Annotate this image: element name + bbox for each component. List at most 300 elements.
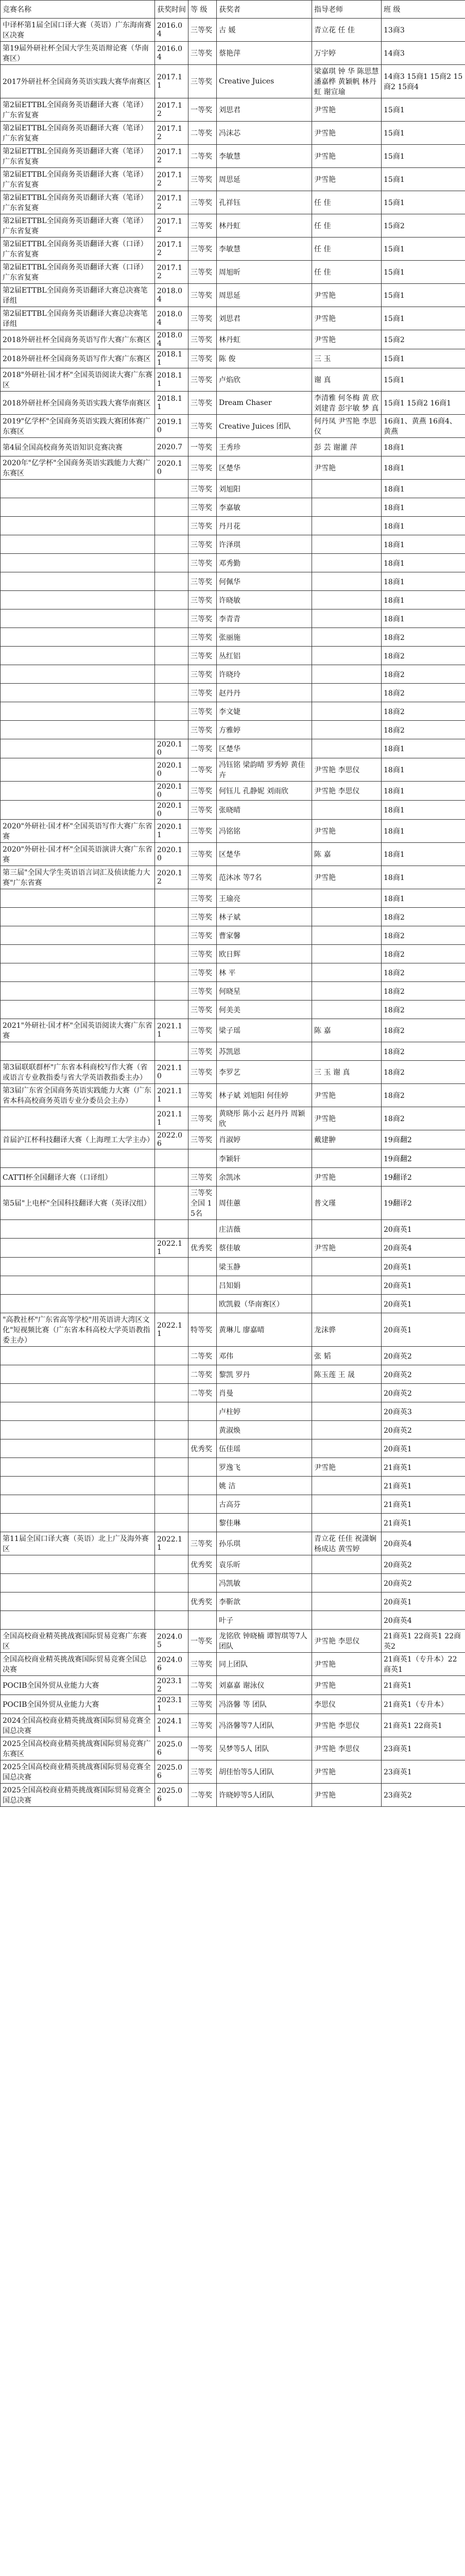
advisor-cell: 尹雪艳 <box>312 284 382 307</box>
competition-cell: 第2届ETTBL全国商务英语翻译大赛（口译）广东省复赛 <box>1 238 155 261</box>
advisor-cell: 尹雪艳 <box>312 1168 382 1187</box>
time-cell <box>155 1168 188 1187</box>
level-cell: 三等奖 <box>188 572 217 591</box>
table-row <box>1 801 465 820</box>
student-cell: 欧凯毅（华南赛区） <box>217 1295 312 1313</box>
competition-cell: 第2届ETTBL全国商务英语翻译大赛（笔译）广东省复赛 <box>1 214 155 238</box>
class-cell: 18商2 <box>382 628 465 647</box>
table-row <box>1 926 465 945</box>
table-row <box>1 98 465 122</box>
level-cell: 三等奖 <box>188 782 217 801</box>
competition-cell: 第4届全国高校商务英语知识竞赛决赛 <box>1 438 155 456</box>
time-cell <box>155 554 188 572</box>
competition-cell: POCIB全国外贸从业能力大赛 <box>1 1695 155 1714</box>
advisor-cell: 青立花 任 佳 <box>312 19 382 42</box>
time-cell: 2023.12 <box>155 1676 188 1695</box>
table-row <box>1 739 465 758</box>
level-cell: 三等奖 <box>188 191 217 214</box>
time-cell <box>155 982 188 1001</box>
table-row <box>1 665 465 684</box>
time-cell: 2018.04 <box>155 284 188 307</box>
competition-cell: 2020"外研社·国才杯"全国英语写作大赛广东省赛 <box>1 820 155 843</box>
competition-cell <box>1 647 155 665</box>
class-cell: 18商1 <box>382 889 465 908</box>
level-cell: 三等奖 <box>188 480 217 498</box>
time-cell <box>155 517 188 535</box>
time-cell <box>155 1220 188 1239</box>
competition-cell: 第3届广东省全国商务英语实践能力大赛（广东省本科高校商务英语专业分委员会主办） <box>1 1084 155 1107</box>
level-cell: 二等奖 <box>188 1676 217 1695</box>
level-cell: 三等奖 <box>188 926 217 945</box>
class-cell: 18商1 <box>382 801 465 820</box>
competition-cell <box>1 1439 155 1458</box>
table-row <box>1 866 465 889</box>
time-cell: 2025.06 <box>155 1737 188 1760</box>
student-cell: 林子斌 刘旭阳 何佳婷 <box>217 1084 312 1107</box>
class-cell: 18商2 <box>382 1107 465 1130</box>
competition-cell <box>1 1107 155 1130</box>
time-cell: 2024.06 <box>155 1653 188 1676</box>
level-cell: 二等奖 <box>188 1384 217 1402</box>
advisor-cell <box>312 1574 382 1592</box>
time-cell <box>155 1365 188 1384</box>
time-cell: 2022.11 <box>155 1239 188 1258</box>
table-row <box>1 238 465 261</box>
competition-cell <box>1 1276 155 1295</box>
class-cell: 19商翻2 <box>382 1149 465 1168</box>
class-cell: 18商2 <box>382 647 465 665</box>
table-row <box>1 480 465 498</box>
header-row <box>1 1 465 19</box>
student-cell: 周佳蕙 <box>217 1187 312 1220</box>
table-row <box>1 1276 465 1295</box>
table-row <box>1 1574 465 1592</box>
time-cell: 2018.11 <box>155 368 188 392</box>
advisor-cell <box>312 647 382 665</box>
time-cell: 2020.10 <box>155 456 188 480</box>
time-cell <box>155 1592 188 1611</box>
advisor-cell <box>312 801 382 820</box>
class-cell: 18商1 <box>382 456 465 480</box>
class-cell: 20商英4 <box>382 1239 465 1258</box>
table-row <box>1 945 465 963</box>
competition-cell <box>1 572 155 591</box>
level-cell: 二等奖 <box>188 739 217 758</box>
table-row <box>1 349 465 368</box>
student-cell: 黎佳琳 <box>217 1514 312 1532</box>
class-cell: 15商1 <box>382 284 465 307</box>
time-cell <box>155 1149 188 1168</box>
student-cell: 刘思君 <box>217 98 312 122</box>
level-cell: 优秀奖 <box>188 1439 217 1458</box>
competition-cell: 第5届"上电杯"全国科技翻译大赛（英译汉组） <box>1 1187 155 1220</box>
advisor-cell <box>312 554 382 572</box>
table-row <box>1 572 465 591</box>
class-cell: 18商1 <box>382 572 465 591</box>
advisor-cell: 青立花 任佳 祝潇娴 杨成达 黄雪婷 <box>312 1532 382 1555</box>
table-row <box>1 1532 465 1555</box>
student-cell: 蔡艳萍 <box>217 42 312 65</box>
advisor-cell <box>312 1295 382 1313</box>
time-cell <box>155 963 188 982</box>
table-row <box>1 1514 465 1532</box>
time-cell <box>155 1574 188 1592</box>
student-cell: 何晓星 <box>217 982 312 1001</box>
advisor-cell <box>312 1611 382 1630</box>
competition-cell <box>1 1239 155 1258</box>
level-cell: 三等奖 <box>188 721 217 739</box>
time-cell <box>155 609 188 628</box>
student-cell: Creative Juices 团队 <box>217 415 312 438</box>
time-cell: 2021.10 <box>155 1061 188 1084</box>
advisor-cell: 尹雪艳 <box>312 122 382 145</box>
time-cell <box>155 908 188 926</box>
table-row <box>1 1439 465 1458</box>
table-row <box>1 1042 465 1061</box>
competition-cell: 第3届联联群杯"广东省本科商校写作大赛（省或语言专业教指委与省大学英语教指委主办） <box>1 1061 155 1084</box>
time-cell: 2017.12 <box>155 145 188 168</box>
class-cell: 15商1 <box>382 98 465 122</box>
competition-cell <box>1 721 155 739</box>
competition-cell: 第11届全国口译大赛（英语）北上广及海外赛区 <box>1 1532 155 1555</box>
competition-cell: CATTI杯全国翻译大赛（口译组） <box>1 1168 155 1187</box>
advisor-cell: 尹雪艳 <box>312 168 382 191</box>
class-cell: 21商英1 <box>382 1477 465 1495</box>
student-cell: 区楚华 <box>217 456 312 480</box>
advisor-cell: 陈玉莲 王 晟 <box>312 1365 382 1384</box>
student-cell: 何佩华 <box>217 572 312 591</box>
time-cell: 2018.04 <box>155 307 188 330</box>
student-cell: 邓伟 <box>217 1347 312 1365</box>
table-row <box>1 1061 465 1084</box>
student-cell: 冯沫芯 <box>217 122 312 145</box>
competition-cell <box>1 1365 155 1384</box>
level-cell: 三等奖 <box>188 19 217 42</box>
student-cell: 张丽施 <box>217 628 312 647</box>
advisor-cell: 万宇婷 <box>312 42 382 65</box>
student-cell: 李罗艺 <box>217 1061 312 1084</box>
class-cell: 15商1 <box>382 122 465 145</box>
level-cell: 三等奖 <box>188 65 217 98</box>
time-cell: 2023.11 <box>155 1695 188 1714</box>
header-competition: 竞赛名称 <box>1 1 155 19</box>
advisor-cell: 尹雪艳 <box>312 1784 382 1807</box>
time-cell: 2017.12 <box>155 238 188 261</box>
student-cell: 古高芬 <box>217 1495 312 1514</box>
competition-cell: 2018外研社杯全国商务英语实践大赛华南赛区 <box>1 392 155 415</box>
time-cell <box>155 1421 188 1439</box>
student-cell: 区楚华 <box>217 843 312 866</box>
student-cell: Dream Chaser <box>217 392 312 415</box>
level-cell: 二等奖 <box>188 1347 217 1365</box>
student-cell: 梁子瑶 <box>217 1019 312 1042</box>
time-cell: 2022.11 <box>155 1313 188 1347</box>
table-row <box>1 145 465 168</box>
student-cell: 冯铭铭 <box>217 820 312 843</box>
class-cell: 20商英1 <box>382 1276 465 1295</box>
table-row <box>1 517 465 535</box>
competition-cell <box>1 609 155 628</box>
class-cell: 20商英1 <box>382 1313 465 1347</box>
competition-cell: 第2届ETTBL全国商务英语翻译大赛（笔译）广东省复赛 <box>1 98 155 122</box>
time-cell: 2018.11 <box>155 392 188 415</box>
awards-body <box>1 19 465 1807</box>
level-cell <box>188 1514 217 1532</box>
advisor-cell: 张 韬 <box>312 1347 382 1365</box>
competition-cell: 第2届ETTBL全国商务英语翻译大赛（笔译）广东省复赛 <box>1 122 155 145</box>
class-cell: 18商1 <box>382 554 465 572</box>
level-cell: 优秀奖 <box>188 1239 217 1258</box>
level-cell: 三等奖 <box>188 1653 217 1676</box>
table-row <box>1 1737 465 1760</box>
advisor-cell: 任 佳 <box>312 238 382 261</box>
advisor-cell <box>312 572 382 591</box>
class-cell: 21商英1 22商英1 22商英2 <box>382 1630 465 1653</box>
time-cell <box>155 945 188 963</box>
student-cell: 黄琳儿 廖嘉晴 <box>217 1313 312 1347</box>
header-student: 获奖者 <box>217 1 312 19</box>
time-cell: 2018.04 <box>155 330 188 349</box>
table-row <box>1 721 465 739</box>
table-row <box>1 65 465 98</box>
level-cell <box>188 1458 217 1477</box>
student-cell: 刘旭阳 <box>217 480 312 498</box>
level-cell <box>188 1421 217 1439</box>
table-row <box>1 1611 465 1630</box>
level-cell: 三等奖 <box>188 945 217 963</box>
time-cell: 2021.11 <box>155 1107 188 1130</box>
competition-cell: 第2届ETTBL全国商务英语翻译大赛（口译）广东省复赛 <box>1 261 155 284</box>
class-cell: 15商1 <box>382 261 465 284</box>
competition-cell: 2021"外研社·国才杯"全国英语阅读大赛广东省赛 <box>1 1019 155 1042</box>
competition-cell <box>1 1149 155 1168</box>
student-cell: 王瑜亮 <box>217 889 312 908</box>
student-cell: 冯凯敏 <box>217 1574 312 1592</box>
time-cell <box>155 889 188 908</box>
level-cell: 三等奖 <box>188 982 217 1001</box>
advisor-cell <box>312 1402 382 1421</box>
table-row <box>1 1421 465 1439</box>
table-row <box>1 168 465 191</box>
class-cell: 21商英1 <box>382 1676 465 1695</box>
table-row <box>1 843 465 866</box>
level-cell <box>188 1495 217 1514</box>
class-cell: 15商2 <box>382 214 465 238</box>
level-cell: 三等奖 <box>188 261 217 284</box>
level-cell: 三等奖 <box>188 1714 217 1737</box>
advisor-cell <box>312 628 382 647</box>
competition-cell <box>1 963 155 982</box>
time-cell <box>155 1042 188 1061</box>
table-row <box>1 1084 465 1107</box>
time-cell: 2020.10 <box>155 801 188 820</box>
student-cell: 吴梦等5人 团队 <box>217 1737 312 1760</box>
student-cell: 罗逸飞 <box>217 1458 312 1477</box>
table-row <box>1 1107 465 1130</box>
student-cell: 卢焰欣 <box>217 368 312 392</box>
level-cell: 三等奖 <box>188 1107 217 1130</box>
competition-cell: 第三届"全国大学生英语语言词汇及侦读能力大赛"广东省赛 <box>1 866 155 889</box>
advisor-cell <box>312 982 382 1001</box>
time-cell: 2017.12 <box>155 168 188 191</box>
time-cell: 2024.11 <box>155 1714 188 1737</box>
competition-cell: 2020年"亿学杯"全国商务英语实践能力大赛广东赛区 <box>1 456 155 480</box>
class-cell: 18商2 <box>382 982 465 1001</box>
table-row <box>1 191 465 214</box>
table-row <box>1 1347 465 1365</box>
time-cell: 2020.10 <box>155 739 188 758</box>
class-cell: 15商1 <box>382 307 465 330</box>
student-cell: 许晓婷等5人团队 <box>217 1784 312 1807</box>
competition-cell <box>1 1001 155 1019</box>
table-row <box>1 392 465 415</box>
competition-cell: 第2届ETTBL全国商务英语翻译大赛（笔译）广东省复赛 <box>1 191 155 214</box>
student-cell: 张晓晴 <box>217 801 312 820</box>
competition-cell <box>1 1458 155 1477</box>
student-cell: 方雅婷 <box>217 721 312 739</box>
level-cell: 二等奖 <box>188 1784 217 1807</box>
advisor-cell: 尹雪艳 <box>312 1458 382 1477</box>
table-row <box>1 647 465 665</box>
table-row <box>1 1149 465 1168</box>
class-cell: 20商英1 <box>382 1258 465 1276</box>
time-cell: 2025.06 <box>155 1760 188 1784</box>
table-row <box>1 261 465 284</box>
advisor-cell: 尹雪艳 <box>312 820 382 843</box>
class-cell: 19翻译2 <box>382 1168 465 1187</box>
advisor-cell <box>312 739 382 758</box>
time-cell <box>155 702 188 721</box>
competition-cell <box>1 758 155 782</box>
class-cell: 18商1 <box>382 438 465 456</box>
competition-cell <box>1 739 155 758</box>
level-cell: 三等奖 <box>188 628 217 647</box>
advisor-cell <box>312 684 382 702</box>
table-row <box>1 982 465 1001</box>
student-cell: 同上团队 <box>217 1653 312 1676</box>
class-cell: 18商1 <box>382 866 465 889</box>
table-row <box>1 1784 465 1807</box>
advisor-cell: 尹雪艳 李思仪 <box>312 1630 382 1653</box>
class-cell: 20商英2 <box>382 1421 465 1439</box>
competition-cell <box>1 535 155 554</box>
student-cell: 何钰儿 孔静妮 刘雨欣 <box>217 782 312 801</box>
class-cell: 21商英1（专升本）22商英1 <box>382 1653 465 1676</box>
table-row <box>1 535 465 554</box>
header-level: 等 级 <box>188 1 217 19</box>
time-cell <box>155 535 188 554</box>
advisor-cell <box>312 963 382 982</box>
advisor-cell <box>312 1042 382 1061</box>
level-cell <box>188 1611 217 1630</box>
student-cell: 何美美 <box>217 1001 312 1019</box>
student-cell: 林丹虹 <box>217 214 312 238</box>
class-cell: 20商英4 <box>382 1532 465 1555</box>
table-row <box>1 782 465 801</box>
advisor-cell <box>312 665 382 684</box>
student-cell: 许晓玲 <box>217 665 312 684</box>
advisor-cell <box>312 702 382 721</box>
class-cell: 20商英4 <box>382 1611 465 1630</box>
table-row <box>1 889 465 908</box>
time-cell <box>155 1439 188 1458</box>
class-cell: 18商1 <box>382 739 465 758</box>
student-cell: 李嘉敏 <box>217 498 312 517</box>
level-cell: 优秀奖 <box>188 1592 217 1611</box>
level-cell: 三等奖 <box>188 1760 217 1784</box>
competition-cell <box>1 554 155 572</box>
advisor-cell: 何丹凤 尹雪艳 李思仪 <box>312 415 382 438</box>
class-cell: 15商1 <box>382 349 465 368</box>
competition-cell: POCIB全国外贸从业能力大赛 <box>1 1676 155 1695</box>
advisor-cell: 尹雪艳 李思仪 <box>312 1737 382 1760</box>
table-row <box>1 1239 465 1258</box>
student-cell: 欧日辉 <box>217 945 312 963</box>
level-cell: 二等奖 <box>188 758 217 782</box>
student-cell: 李敏慧 <box>217 238 312 261</box>
class-cell: 18商1 <box>382 758 465 782</box>
class-cell: 18商1 <box>382 782 465 801</box>
class-cell: 18商2 <box>382 721 465 739</box>
table-row <box>1 820 465 843</box>
advisor-cell <box>312 1514 382 1532</box>
table-row <box>1 1653 465 1676</box>
class-cell: 15商1 15商2 16商1 <box>382 392 465 415</box>
time-cell: 2017.12 <box>155 122 188 145</box>
table-row <box>1 963 465 982</box>
level-cell: 三等奖 <box>188 498 217 517</box>
student-cell: 李颖轩 <box>217 1149 312 1168</box>
student-cell: 林 平 <box>217 963 312 982</box>
competition-cell <box>1 1514 155 1532</box>
time-cell <box>155 684 188 702</box>
advisor-cell: 尹雪艳 <box>312 456 382 480</box>
student-cell: 林子斌 <box>217 908 312 926</box>
competition-cell: 2025全国高校商业精英挑战赛国际贸易竞赛全国总决赛 <box>1 1760 155 1784</box>
table-row <box>1 1295 465 1313</box>
table-row <box>1 1187 465 1220</box>
advisor-cell: 尹雪艳 <box>312 307 382 330</box>
advisor-cell: 尹雪艳 <box>312 866 382 889</box>
level-cell: 三等奖 全国 15名 <box>188 1187 217 1220</box>
level-cell: 三等奖 <box>188 238 217 261</box>
competition-cell <box>1 1477 155 1495</box>
table-row <box>1 908 465 926</box>
time-cell: 2022.06 <box>155 1130 188 1149</box>
advisor-cell <box>312 889 382 908</box>
student-cell: Creative Juices <box>217 65 312 98</box>
level-cell <box>188 1220 217 1239</box>
advisor-cell <box>312 517 382 535</box>
time-cell: 2020.11 <box>155 820 188 843</box>
advisor-cell: 谢 真 <box>312 368 382 392</box>
advisor-cell: 普文瑾 <box>312 1187 382 1220</box>
advisor-cell: 戴建翀 <box>312 1130 382 1149</box>
competition-cell <box>1 517 155 535</box>
table-row <box>1 591 465 609</box>
student-cell: 周旭昕 <box>217 261 312 284</box>
student-cell: 蔡佳敏 <box>217 1239 312 1258</box>
level-cell <box>188 1258 217 1276</box>
level-cell: 三等奖 <box>188 801 217 820</box>
student-cell: 余凯冰 <box>217 1168 312 1187</box>
table-row <box>1 368 465 392</box>
class-cell: 18商2 <box>382 1061 465 1084</box>
student-cell: 冯钰铭 梁韵晴 罗秀婷 黄佳卉 <box>217 758 312 782</box>
student-cell: 伍佳瑶 <box>217 1439 312 1458</box>
time-cell: 2020.10 <box>155 843 188 866</box>
class-cell: 23商英1 <box>382 1760 465 1784</box>
